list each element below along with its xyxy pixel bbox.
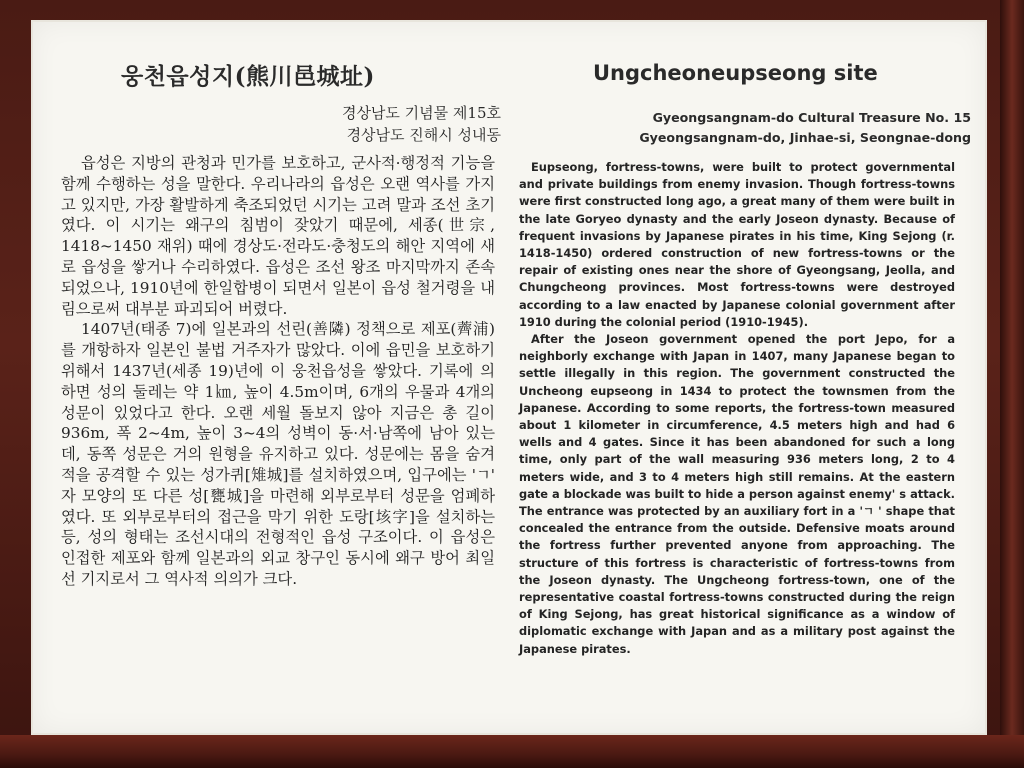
korean-paragraph: 읍성은 지방의 관청과 민가를 보호하고, 군사적·행정적 기능을 함께 수행하는 성을 말한다. 우리나라의 읍성은 오랜 역사를 가지고 있지만, 가장 활발하게 축조되었던 시기는 고려 말과 조선 초기였다. 이 시기는 왜구의 침범이 잦았기 때문에, 세종(世宗, 1418~1450 재위) 때에 경상도·전라도·충청도의 해안 지역에 새로 읍성을 쌓거나 수리하였다. 읍성은 조선 왕조 마지막까지 존속되었으나, 1910년에 한일합병이 되면서 일본이 읍성 철거령을 내림으로써 대부분 파괴되어 버렸다.	[61, 154, 495, 318]
frame-right-edge	[1000, 0, 1024, 768]
english-title: Ungcheoneupseong site	[593, 61, 878, 85]
korean-subtitle-line: 경상남도 기념물 제15호	[341, 104, 501, 122]
information-sign	[31, 20, 987, 735]
korean-paragraph: 1407년(태종 7)에 일본과의 선린(善隣) 정책으로 제포(薺浦)를 개항하자 일본인 불법 거주자가 많았다. 이에 읍민을 보호하기 위해서 1437년(세종 19)년에 이 웅천읍성을 쌓았다. 기록에 의하면 성의 둘레는 약 1㎞, 높이 4.5m이며, 6개의 우물과 4개의 성문이 있었다고 한다. 오랜 세월 돌보지 않아 지금은 총 길이 936m, 폭 2~4m, 높이 3~4의 성벽이 동·서·남쪽에 남아 있는데, 동쪽 성문은 거의 원형을 유지하고 있다. 성문에는 몸을 숨겨 적을 공격할 수 있는 성가퀴[雉城]를 설치하였으며, 입구에는 'ㄱ' 자 모양의 또 다른 성[甕城]을 마련해 외부로부터 성문을 엄폐하였다. 또 외부로부터의 접근을 막기 위한 도랑[垓字]을 설치하는 등, 성의 형태는 조선시대의 전형적인 읍성 구조이다. 이 읍성은 인접한 제포와 함께 일본과의 외교 창구인 동시에 왜구 방어 최일선 기지로서 그 역사적 의의가 크다.	[61, 320, 495, 588]
english-paragraph: After the Joseon government opened the port Jepo, for a neighborly exchange with Japan in 1407, many Japanese began to settle illegally in this region. The government constructed the Uncheong eupseong in 1434 to protect the townsmen from the Japanese. According to some reports, the fortress-town measured about 1 kilometer in circumference, 4.5 meters high and had 6 wells and 4 gates. Since it has been abandoned for such a long time, only part of the wall measuring 936 meters long, 2 to 4 meters wide, and 3 to 4 meters high still remains. At the eastern gate a blockade was built to hide a person against enemy' s attack. The entrance was protected by an auxiliary fort in a 'ㄱ ' shape that concealed the entrance from the outside. Defensive moats around the fortress further prevented anyone from approaching. The structure of this fortress is characteristic of fortress-towns from the Joseon dynasty. The Ungcheong fortress-town, one of the representative coastal fortress-towns constructed during the reign of King Sejong, has great historical significance as a window of diplomatic exchange with Japan and as a military post against the Japanese pirates.	[519, 332, 955, 656]
english-subtitle-line: Gyeongsangnam-do Cultural Treasure No. 15	[652, 110, 971, 125]
korean-subtitle-line: 경상남도 진해시 성내동	[346, 126, 501, 144]
korean-subtitle	[41, 102, 501, 146]
english-subtitle	[531, 108, 971, 148]
frame-bottom-edge	[0, 735, 1024, 768]
korean-title: 웅천읍성지(熊川邑城址)	[121, 63, 375, 90]
english-subtitle-line: Gyeongsangnam-do, Jinhae-si, Seongnae-dong	[639, 130, 971, 145]
english-paragraph: Eupseong, fortress-towns, were built to protect governmental and private buildings from enemy invasion. Though fortress-towns were first constructed long ago, a great many of them were built in the late Goryeo dynasty and the early Joseon dynasty. Because of frequent invasions by Japanese pirates in his time, King Sejong (r. 1418-1450) ordered construction of new fortress-towns or the repair of existing ones near the shore of Gyeongsang, Jeolla, and Chungcheong provinces. Most fortress-towns were destroyed according to a law enacted by Japanese colonial government after 1910 during the colonial period (1910-1945).	[519, 160, 955, 329]
english-body	[519, 159, 955, 658]
korean-body	[61, 153, 495, 590]
